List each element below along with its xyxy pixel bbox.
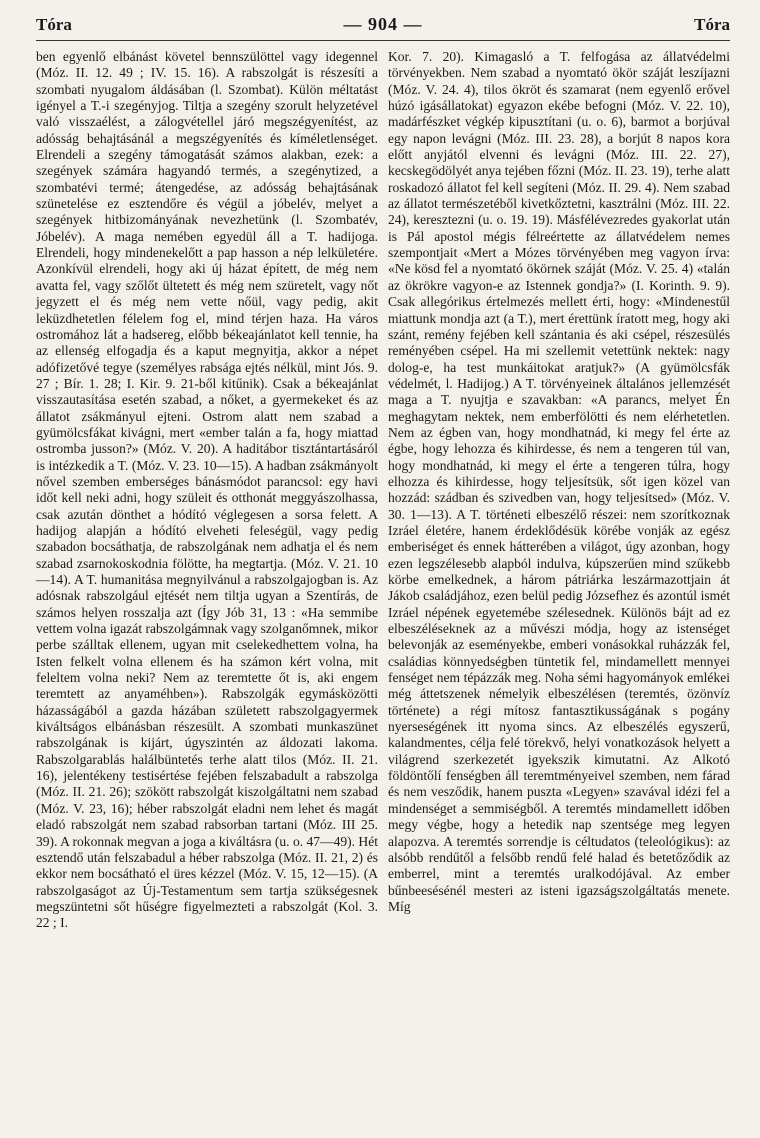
header-rule — [36, 40, 730, 41]
running-header — [36, 14, 730, 36]
header-left: Tóra — [36, 15, 72, 34]
right-column-text: Kor. 7. 20). Kimagasló a T. felfogása az állatvédelmi törvényekben. Nem szabad a nyomtató ökör száját leszíjazni (Móz. V. 24. 4), tilos ökröt és szamarat (nem egyenlő erővel húzó igásállatokat) egyazon ekébe befogni (Móz. V. 22. 10), madárfészket végkép kipusztítani (u. o. 6), barmot a borjúval egy napon levágni (Móz. III. 23. 28), a borjút 8 napos kora előtt anyjától elvenni és levágni (Móz. III. 22. 27), kecskegödölyét anya tejében főzni (Móz. II. 23. 19), terhe alatt roskadozó állatot fel kell segíteni (Móz. II. 29. 4). Nem szabad az állatot természetéből kivetkőztetni, kasztrálni (Móz. III. 22. 24), keresztezni (u. o. 19. 19). Másfélévezredes gyakorlat után is Pál apostol mégis félreértette az állatvédelem nemes szempontjait «Mert a Mózes törvényében meg vagyon írva: «Ne kösd fel a nyomtató ökörnek száját (Móz. V. 25. 4) «talán az ökrökre vagyon-e az Istennek gondja?» (I. Korinth. 9. 9). Csak allegórikus értelmezés mellett érti, hogy: «Mindenestűl miattunk mondja azt (a T.), mert érettünk íratott meg, hogy aki szánt, remény fejében kell szántania és aki csépel, részesülés reményében csépel. Ha mi szellemit vetettünk nektek: nagy dolog-e, ha test munkáitokat aratjuk?» (A gyümölcsfák védelmét, l. Hadijog.) A T. törvényeinek általános jellemzését maga a T. nyujtja e szavakban: «A parancs, melyet Én meghagytam nektek, nem emberfölötti és nem elérhetetlen. Nem az égben van, hogy mondhatnád, ki megy fel érte az égbe, hogy lehozza és kihirdesse, és nem a tengeren túl van, hogy mondhatnád, ki megy el érte a tengeren túlra, hogy elhozza és kihirdesse, hogy teljesítsük, sőt igen közel van hozzád: szádban és szivedben van, hogy teljesítsed» (Móz. V. 30. 1—13). A T. történeti elbeszélő részei: nem szorítkoznak Izráel életére, hanem érdeklődésük körébe vonják az egész emberiséget és ennek hátterében a világot, úgy azonban, hogy ezen legszélesebb alapból indulva, kúpszerűen mind szűkebb körbe emelkednek, a három pátriárka leszármazottjain át Jákob családjához, ezen belül pedig Józsefhez és azontúl ismét Izráel népének egyetemébe szélesednek. Különös bájt ad ez elbeszéléseknek az a művészi módja, hogy az istenséget belevonják az eseményekbe, emberi vonásokkal ruházzák fel, családias könnyedségben tüntetik fel, mindamellett mennyei fenséget nem tépázzák meg. Noha sémi hagyományok emlékei még áttetszenek némelyik elbeszélésen (teremtés, özönvíz története) a régi mítosz fantasztikusságának s pogány nyerseségének itt nyoma sincs. Az elbeszélés egyszerű, kalandmentes, célja felé törekvő, helyi vonatkozások helyett a világrend szerkezetét igyekszik kimutatni. Az Alkotó földöntőlí fenségben áll teremtményeivel szemben, nem fárad és nem vesződik, hanem puszta «Legyen» szavával idézi fel a mindenséget a semmiségből. A teremtés mindamellett időben megy végbe, hogy a hetedik nap szentsége meg legyen alapozva. A teremtés sorrendje is céltudatos (teleológikus): az alsóbb rendűtől a felsőbb rendű felé halad és betetőződik az emberrel, mint a teremtés uralkodójával. Az ember bűnbeesésénél mesteri az isteni igazságszolgáltatás menete. Míg — [388, 49, 730, 914]
header-right: Tóra — [694, 15, 730, 34]
text-columns — [36, 49, 730, 932]
left-column — [36, 49, 378, 932]
page-number: — 904 — — [343, 14, 423, 34]
left-column-text: ben egyenlő elbánást követel bennszülöttel vagy idegennel (Móz. II. 12. 49 ; IV. 15. 16). A rabszolgát is részesíti a szombati nyugalom áldásában (l. Szombat). Külön méltatást igényel a T.-i szegényjog. Tiltja a szegény szorult helyzetével való visszaélést, a zálogvétellel járó megszégyenítést, az adósság behajtásánál a megszégyenítés és kíméletlenséget. Elrendeli a szegény támogatását számos alakban, ezek: a szegények számára hagyandó termés, a szegénytized, a szombatévi termé; átengedése, az adósság behajtásának szünetelése ez esztendőre és végül a jóbelév, melyet a szegények hitbizományának nevezhetünk (l. Szombatév, Jóbelév). A maga nemében egyedül áll a T. hadijoga. Elrendeli, hogy mindenekelőtt a pap hasson a nép lelkületére. Azonkívül elrendeli, hogy aki új házat épített, de még nem avatta fel, vagy szőlőt ültetett és még nem szüretelt, vagy nőt jegyzett el és még nem vette nőül, vagy pedig, akit leküzdhetetlen félelem fog el, mind térjen haza. Ha város ostromához lát a hadsereg, előbb békeajánlatot kell tennie, ha az ellenség elfogadja és a kaput megnyitja, akkor a népet adófizetővé tegye (személyes rabsága ejtés nélkül, mint Jós. 9. 27 ; Bír. 1. 28; I. Kir. 9. 21-ből kitűnik). Csak a békeajánlat visszautasítása esetén szabad, a nőket, a gyermekeket és az állatot zsákmányul ejteni. Ostrom alatt nem szabad a gyümölcsfákat kivágni, mert «ember talán a fa, hogy miattad ostromba jusson?» (Móz. V. 20). A haditábor tisztántartásáról is intézkedik a T. (Móz. V. 23. 10—15). A hadban zsákmányolt nővel szemben emberséges bánásmódot parancsol: egy havi időt kell neki adni, hogy szüleit és otthonát meggyászolhassa, csak azután dönthet a hódító véglegesen a sorsa felett. A hadijog alapján a hódító elveheti feleségül, vagy pedig szabadon bocsáthatja, de rabszolgának nem adhatja el és nem szabad zsarnokoskodnia fölötte, ha megtartja. (Móz. V. 21. 10—14). A T. humanitása megnyilvánul a rabszolgajogban is. Az adósnak rabszolgául ejtését nem tiltja ugyan a Szentírás, de számos helyen rosszalja azt (Így Jób 31, 13 : «Ha semmibe vettem volna igazát rabszolgámnak vagy szolganőmnek, mikor perbe szálltak ellenem, ugyan mit cselekedhettem volna, ha Isten felkelt volna ellenem és ha számon kért volna, mit feleltem volna neki? Nem az teremtette őt is, aki engem teremtett az anyaméhben»). Rabszolgák egymásközötti házasságából a gazda házában született rabszolgagyermek kiváltságos elbánásban részesült. A szombati munkaszünet rabszolgának is kijárt, úgyszintén az áldozati lakoma. Rabszolgarablás halálbüntetés terhe alatt tilos (Móz. II. 21. 16), jelentékeny testisértése fejében felszabadult a rabszolga (Móz. II. 21. 26); szökött rabszolgát kiszolgáltatni nem szabad (Móz. V. 23, 16); héber rabszolgát eladni nem lehet és magát eladó rabszolgát nem szabad rabsorban tartani (Móz. III 25. 39). A rokonnak megvan a joga a kiváltásra (u. o. 47—49). Hét esztendő után felszabadul a héber rabszolga (Móz. II. 21, 2) és ekkor nem bocsátható el üres kézzel (Móz. V. 15, 12—15). (A rabszolgaságot az Új-Testamentum sem tartja szükségesnek megszüntetni sőt hűségre figyelmezteti a rabszolgát (Kol. 3. 22 ; I. — [36, 49, 378, 931]
right-column — [388, 49, 730, 932]
